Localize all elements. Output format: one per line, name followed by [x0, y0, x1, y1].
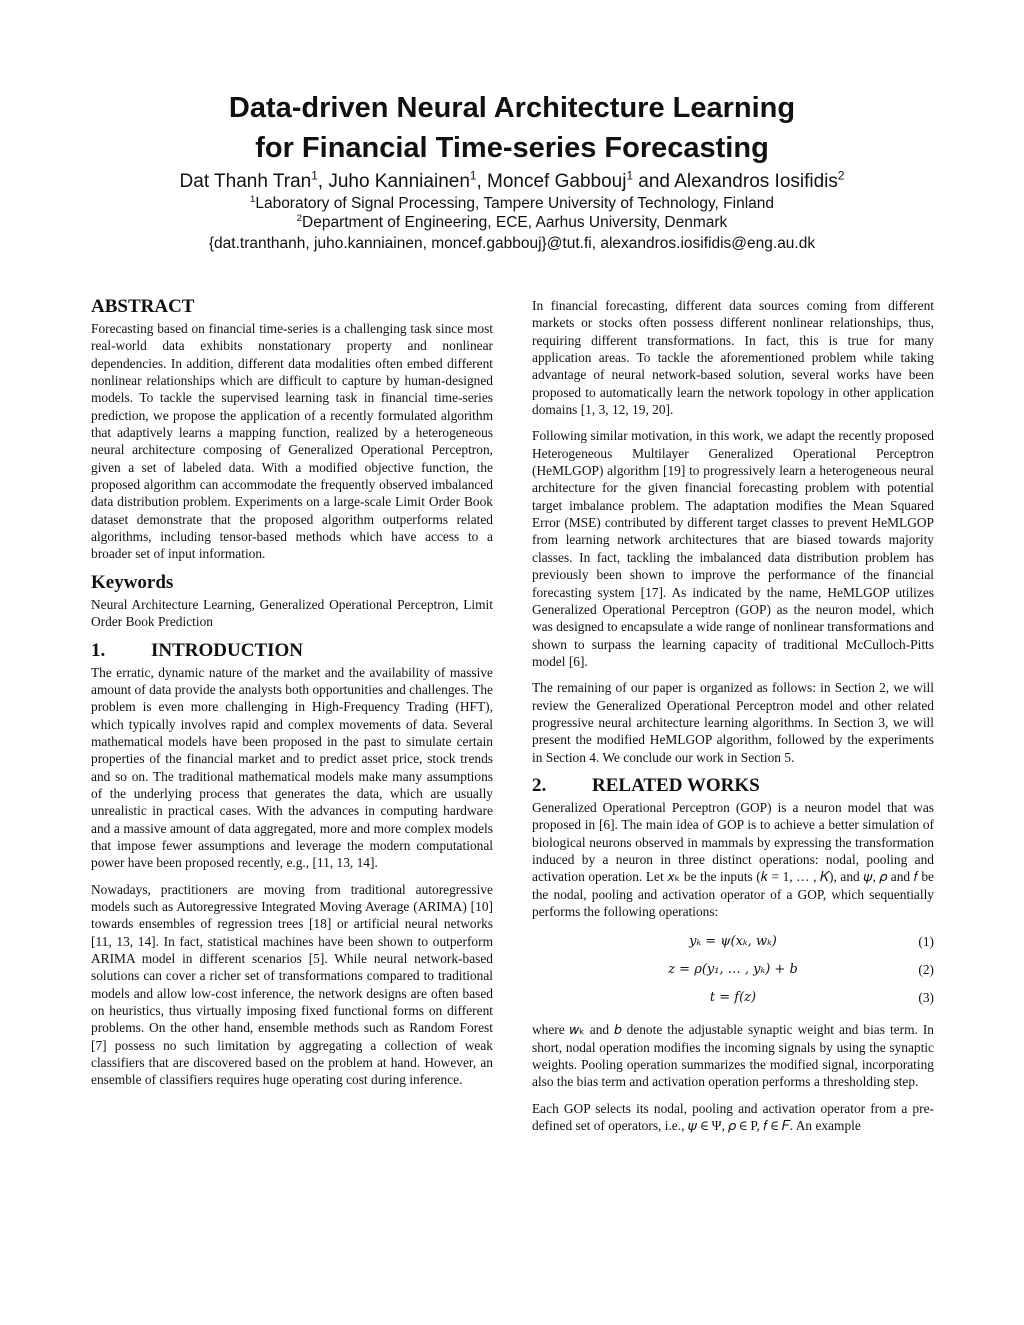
affiliation-mark: 2 [296, 212, 303, 224]
equation-3 [532, 985, 934, 1013]
section-title: INTRODUCTION [151, 639, 304, 661]
affiliation-text: Laboratory of Signal Processing, Tampere University of Technology, Finland [255, 195, 774, 212]
equation-expression: 𝑦ₖ = 𝜓(𝑥ₖ, 𝑤ₖ) [689, 934, 777, 950]
equation-number: (2) [918, 962, 934, 978]
paragraph: Each GOP selects its nodal, pooling and activation operator from a pre-defined set of operators, i.e., 𝜓 ∈ Ψ, 𝜌 ∈ P, 𝑓 ∈ 𝐹. An example [532, 1100, 934, 1134]
equation-expression: 𝑧 = 𝜌(𝑦₁, … , 𝑦ₖ) + 𝑏 [668, 962, 798, 978]
abstract-heading: ABSTRACT [91, 296, 195, 317]
author-name: Juho Kanniainen [328, 171, 470, 192]
author-emails: {dat.tranthanh, juho.kanniainen, moncef.gabbouj}@tut.fi, alexandros.iosifidis@eng.au.dk [208, 235, 816, 252]
title-line-1: Data-driven Neural Architecture Learning [228, 92, 796, 124]
paragraph: Following similar motivation, in this work, we adapt the recently proposed Heterogeneous Multilayer Generalized Operational Perceptron (HeMLGOP) algorithm [19] to progressively learn a heterogeneous neural architecture for the given financial forecasting problem with potential target imbalance problem. The adaptation modifies the Mean Squared Error (MSE) contributed by different target classes to prevent HeMLGOP from learning network architectures that are biased towards majority classes. In fact, tackling the imbalanced data distribution problem has previously been shown to improve the performance of the financial forecasting system [17]. As indicated by the name, HeMLGOP utilizes Generalized Operational Perceptron (GOP) as the neuron model, which was designed to encapsulate a wide range of nonlinear transformations and shown to surpass the learning capacity of traditional McCulloch-Pitts model [6]. [532, 428, 934, 669]
author-conjunction: and [632, 171, 675, 192]
paragraph: Generalized Operational Perceptron (GOP) is a neuron model that was proposed in [6]. The main idea of GOP is to achieve a better simulation of biological neurons observed in mammals by expressing the transformation induced by a neuron in three distinct operations: nodal, pooling and activation operation. Let 𝑥ₖ be the inputs (𝑘 = 1, … , 𝐾), and 𝜓, 𝜌 and 𝑓 be the nodal, pooling and activation operator of a GOP, which sequentially performs the following operations: [532, 799, 934, 919]
paragraph: The erratic, dynamic nature of the market and the availability of massive amount of data provide the analysts both opportunities and challenges. The problem is even more challenging in High-Frequency Trading (HFT), which typically involves rapid and complex movements of data. Several mathematical models have been proposed in the past to simulate certain properties of the financial market and to predict asset price, stock trends and so on. The traditional mathematical models make many assumptions of the underlying process that generates the data, which are usually unrealistic in practical cases. With the advances in computing hardware and a massive amount of data aggregated, more and more complex models that impose fewer assumptions and leverage the modern computational power have been proposed recently, e.g., [11, 13, 14]. [91, 664, 493, 871]
title-line-2: for Financial Time-series Forecasting [255, 132, 769, 164]
affiliation-mark: 1 [249, 193, 256, 205]
affiliation-text: Department of Engineering, ECE, Aarhus University, Denmark [302, 214, 728, 231]
author-list [0, 170, 1024, 194]
keywords-text: Neural Architecture Learning, Generalized Operational Perceptron, Limit Order Book Prediction [91, 596, 493, 630]
equation-number: (1) [918, 934, 934, 950]
affiliation-2 [0, 213, 1024, 233]
affiliation-mark: 1 [626, 169, 633, 183]
abstract-text: Forecasting based on financial time-series is a challenging task since most real-world data exhibits nonstationary property and nonlinear dependencies. In addition, different data modalities often embed different nonlinear relationships which are difficult to capture by human-designed models. To tackle the supervised learning task in financial time-series prediction, we propose the application of a recently formulated algorithm that adaptively learns a mapping function, realized by a heterogeneous neural architecture composing of Generalized Operational Perceptron, given a set of labeled data. With a modified objective function, the proposed algorithm can accommodate the frequently observed imbalanced data distribution problem. Experiments on a large-scale Limit Order Book dataset demonstrate that the proposed algorithm outperforms related algorithms, including tensor-based methods which have access to a broader set of input information. [91, 321, 493, 562]
equation-number: (3) [918, 990, 934, 1006]
left-column [91, 296, 493, 1098]
affiliation-1 [0, 194, 1024, 214]
author-separator: , [476, 171, 488, 192]
section-heading-introduction [91, 640, 493, 662]
equation-1 [532, 929, 934, 957]
author-name: Dat Thanh Tran [179, 171, 312, 192]
affiliation-mark: 1 [311, 169, 318, 183]
paragraph: In financial forecasting, different data sources coming from different markets or stocks often possess different nonlinear relationships, thus, requiring different transformations. In fact, this is true for many application areas. To tackle the aforementioned problem while taking advantage of neural network-based solution, several works have been proposed to automatically learn the network topology in other application domains [1, 3, 12, 19, 20]. [532, 298, 934, 418]
affiliation-mark: 2 [837, 169, 845, 183]
author-name: Moncef Gabbouj [487, 171, 627, 192]
author-name: Alexandros Iosifidis [674, 171, 838, 192]
section-number: 2. [532, 774, 547, 796]
paragraph: Nowadays, practitioners are moving from traditional autoregressive models such as Autoregressive Integrated Moving Average (ARIMA) [10] towards ensembles of regression trees [18] or artificial neural networks [11, 13, 14]. In fact, statistical machines have been shown to outperform ARIMA model in different scenarios [5]. While neural network-based solutions can cover a richer set of transformations compared to traditional models and allow low-cost inference, the network designs are often based on heuristics, thus virtually imposing fixed functional forms on different problems. On the other hand, ensemble methods such as Random Forest [7] possess no such limitation by aggregating a collection of weak classifiers that are discovered based on the problem at hand. However, an ensemble of classifiers requires huge operating cost during inference. [91, 881, 493, 1088]
section-number: 1. [91, 639, 106, 661]
section-title: RELATED WORKS [592, 774, 760, 796]
equation-expression: 𝑡 = 𝑓(𝑧) [709, 990, 757, 1006]
affiliation-mark: 1 [469, 169, 477, 183]
paragraph: The remaining of our paper is organized as follows: in Section 2, we will review the Generalized Operational Perceptron model and other related progressive neural architecture learning algorithms. In Section 3, we will present the modified HeMLGOP algorithm, followed by the experiments in Section 4. We conclude our work in Section 5. [532, 680, 934, 765]
right-column [532, 297, 934, 1143]
equation-2 [532, 957, 934, 985]
paragraph: where 𝑤ₖ and 𝑏 denote the adjustable synaptic weight and bias term. In short, nodal operation modifies the incoming signals by using the synaptic weights. Pooling operation summarizes the modified signal, incorporating also the bias term and activation operation performs a thresholding step. [532, 1022, 934, 1090]
section-heading-related-works [532, 775, 934, 797]
keywords-heading: Keywords [91, 571, 174, 593]
paper-title [0, 88, 1024, 168]
equation-block [532, 929, 934, 1013]
author-separator: , [317, 171, 329, 192]
